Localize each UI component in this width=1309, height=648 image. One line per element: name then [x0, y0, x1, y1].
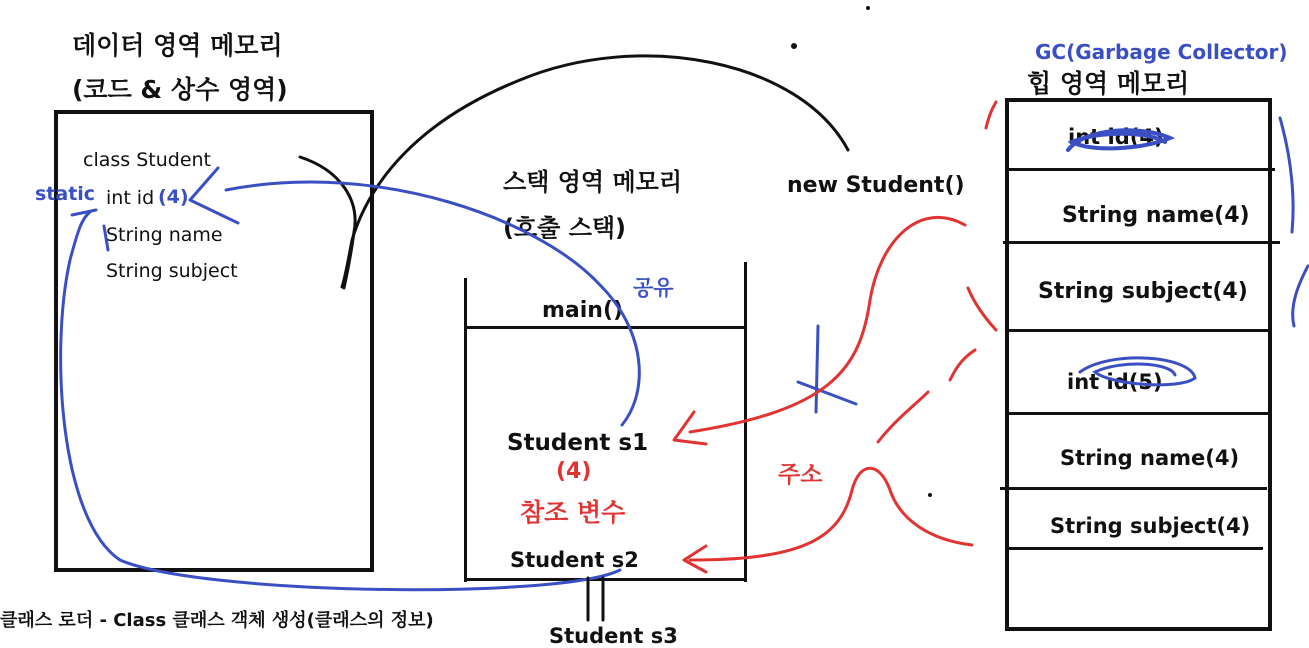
heap-obj2-subject: String subject(4): [1050, 514, 1251, 538]
stack-area-subtitle: (호출 스택): [503, 214, 627, 242]
address-arrow-s1: [690, 217, 965, 432]
heap-obj1-id-scribble: [1068, 130, 1170, 150]
stray-dot: [791, 43, 797, 49]
data-area-title: 데이터 영역 메모리: [72, 31, 283, 60]
stack-var-s1: Student s1: [507, 430, 649, 456]
field-int-id-value: (4): [158, 186, 189, 208]
heap-right-bracket-1: [1280, 118, 1293, 232]
s2-static-loop: [61, 212, 620, 590]
heap-obj1-subject: String subject(4): [1038, 279, 1248, 304]
stack-area-title: 스택 영역 메모리: [503, 168, 682, 196]
address-arrowhead-s1: [674, 412, 706, 444]
gc-label: GC(Garbage Collector): [1035, 40, 1288, 64]
class-loader-note: 클래스 로더 - Class 클래스 객체 생성(클래스의 정보): [0, 610, 434, 631]
heap-obj2-id: int id(5): [1067, 370, 1163, 394]
heap-obj1-name: String name(4): [1062, 203, 1250, 228]
heap-obj1-id: int id(4): [1068, 125, 1164, 149]
data-area-subtitle: (코드 & 상수 영역): [72, 75, 288, 104]
field-string-name: String name: [106, 224, 223, 246]
static-label: static: [35, 183, 96, 205]
heap-right-bracket-2: [1293, 266, 1308, 326]
static-id-arrowhead: [190, 168, 238, 223]
heap-red-bracket-1: [986, 102, 996, 128]
heap-red-bracket-3: [878, 350, 975, 442]
stack-var-s3: Student s3: [549, 624, 678, 648]
new-student-label: new Student(): [787, 173, 965, 198]
reference-variable-label: 참조 변수: [520, 498, 626, 527]
s2-s3-link: [588, 578, 603, 620]
heap-obj2-id-scribble: [1080, 358, 1195, 385]
shared-label: 공유: [633, 276, 674, 300]
shared-static-arrow: [226, 182, 639, 425]
heap-obj2-name: String name(4): [1060, 446, 1240, 470]
stack-var-s1-value: (4): [556, 459, 592, 484]
address-label: 주소: [778, 462, 823, 488]
stack-var-s2: Student s2: [510, 548, 639, 572]
heap-red-bracket-2: [968, 288, 996, 330]
heap-area-title: 힙 영역 메모리: [1027, 69, 1190, 98]
field-int-id: int id: [106, 187, 155, 209]
new-object-arc: [342, 56, 848, 287]
class-student-line: class Student: [83, 149, 211, 171]
field-string-subject: String subject: [106, 260, 238, 282]
class-bracket-stroke: [300, 157, 355, 288]
address-arrow-s2: [690, 468, 972, 560]
stray-dot: [928, 493, 932, 497]
stray-dot: [866, 6, 870, 10]
main-frame-label: main(): [542, 298, 624, 323]
